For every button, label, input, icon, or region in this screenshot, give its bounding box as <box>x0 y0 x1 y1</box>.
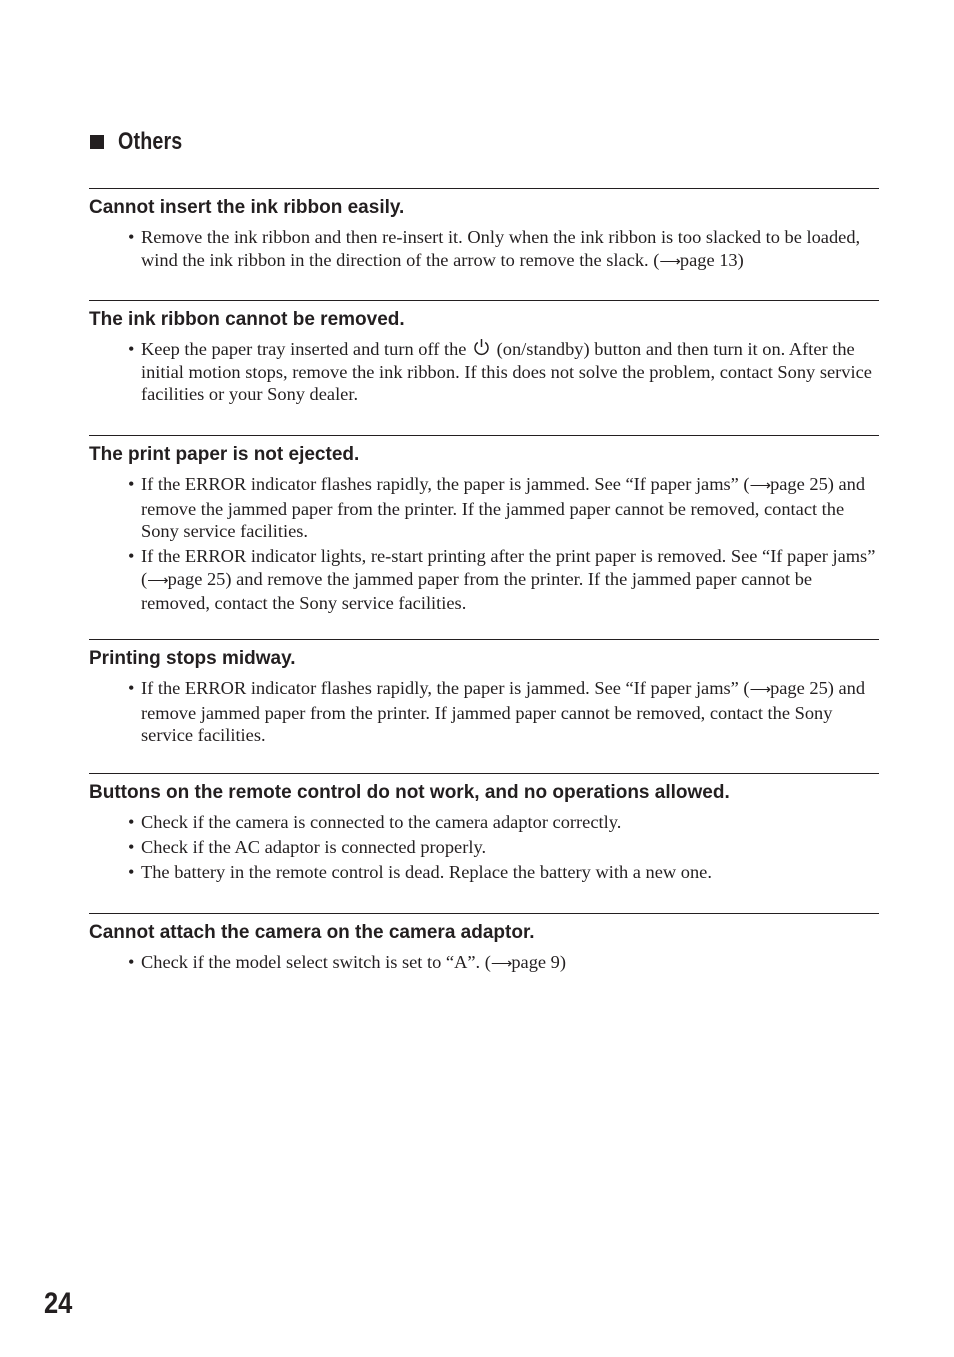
item-text: If the ERROR indicator flashes rapidly, the paper is jammed. See “If paper jams” ( <box>141 678 750 698</box>
item-text-after: ) and remove the jammed paper from the printer. If the jammed paper cannot be removed, contact the Sony service facilities. <box>141 568 813 613</box>
list-item <box>89 861 879 884</box>
problem-title: The ink ribbon cannot be removed. <box>89 309 405 330</box>
page-reference <box>750 678 828 698</box>
list-item <box>89 836 879 859</box>
solution-list <box>89 473 879 615</box>
arrow-right-icon: ⟶ <box>749 682 771 698</box>
bullet: • <box>128 812 135 832</box>
page-reference <box>491 952 560 972</box>
list-item <box>89 338 879 406</box>
page-reference <box>659 250 737 270</box>
item-text-after: ) and remove the jammed paper from the printer. If the jammed paper cannot be removed, contact the Sony service facilities. <box>141 474 866 541</box>
item-text: (on/standby) button and then turn it on. After the initial motion stops, remove the ink ribbon. If this does not solve the problem, contact Sony service facilities or your Sony dealer. <box>141 339 872 404</box>
list-item <box>89 226 879 273</box>
page-ref-text: page 25 <box>167 568 226 589</box>
solution-list <box>89 951 879 976</box>
solution-list <box>89 811 879 884</box>
divider <box>89 639 879 640</box>
item-text: If the ERROR indicator lights, re-start printing after the print paper is removed. See “If paper jams” ( <box>141 546 876 589</box>
bullet: • <box>128 339 135 359</box>
problem-title: The print paper is not ejected. <box>89 444 360 465</box>
section-heading <box>90 128 197 156</box>
troubleshoot-block <box>89 188 879 276</box>
bullet: • <box>128 862 135 882</box>
divider <box>89 435 879 436</box>
problem-title: Cannot attach the camera on the camera adaptor. <box>89 922 535 943</box>
troubleshoot-block <box>89 639 879 749</box>
divider <box>89 773 879 774</box>
power-icon <box>473 338 490 357</box>
page-reference <box>750 474 828 494</box>
item-text: Check if the camera is connected to the camera adaptor correctly. <box>141 812 622 832</box>
section-title: Others <box>118 128 183 155</box>
divider <box>89 300 879 301</box>
list-item <box>89 473 879 543</box>
item-text-after: ) and remove jammed paper from the printer. If jammed paper cannot be removed, contact the Sony service facilities. <box>141 678 866 745</box>
bullet: • <box>128 474 135 494</box>
divider <box>89 913 879 914</box>
bullet: • <box>128 227 135 247</box>
item-text-after: ) <box>737 249 744 270</box>
solution-list <box>89 677 879 747</box>
bullet: • <box>128 546 135 566</box>
item-text: If the ERROR indicator flashes rapidly, the paper is jammed. See “If paper jams” ( <box>141 474 750 494</box>
page-reference <box>147 569 225 589</box>
divider <box>89 188 879 189</box>
page-ref-text: page 13 <box>679 249 738 270</box>
item-text: The battery in the remote control is dead. Replace the battery with a new one. <box>141 862 712 882</box>
item-text-after: ) <box>559 952 566 972</box>
item-text: Check if the model select switch is set to “A”. ( <box>141 952 491 972</box>
arrow-right-icon: ⟶ <box>490 956 512 972</box>
solution-list <box>89 226 879 273</box>
arrow-right-icon: ⟶ <box>147 572 168 589</box>
item-text: Check if the AC adaptor is connected properly. <box>141 837 487 857</box>
bullet: • <box>128 678 135 698</box>
problem-title: Printing stops midway. <box>89 648 296 669</box>
square-bullet-icon <box>90 135 104 149</box>
troubleshoot-block <box>89 773 879 886</box>
troubleshoot-block <box>89 435 879 617</box>
bullet: • <box>128 952 135 972</box>
arrow-right-icon: ⟶ <box>749 478 771 494</box>
list-item <box>89 677 879 747</box>
troubleshoot-block <box>89 913 879 978</box>
item-text-before-icon: Keep the paper tray inserted and turn off the <box>141 339 472 359</box>
problem-title: Buttons on the remote control do not work, and no operations allowed. <box>89 782 730 803</box>
list-item <box>89 545 879 615</box>
page-ref-text: page 25 <box>770 678 828 698</box>
page-number: 24 <box>44 1287 73 1320</box>
solution-list <box>89 338 879 406</box>
troubleshoot-block <box>89 300 879 408</box>
problem-title: Cannot insert the ink ribbon easily. <box>89 197 405 218</box>
arrow-right-icon: ⟶ <box>659 253 680 270</box>
list-item <box>89 811 879 834</box>
item-text: Remove the ink ribbon and then re-insert it. Only when the ink ribbon is too slacked to be loaded, wind the ink ribbon in the direction of the arrow to remove the slack. ( <box>141 227 861 270</box>
page-ref-text: page 9 <box>511 952 560 972</box>
page-ref-text: page 25 <box>770 474 828 494</box>
list-item <box>89 951 879 976</box>
bullet: • <box>128 837 135 857</box>
